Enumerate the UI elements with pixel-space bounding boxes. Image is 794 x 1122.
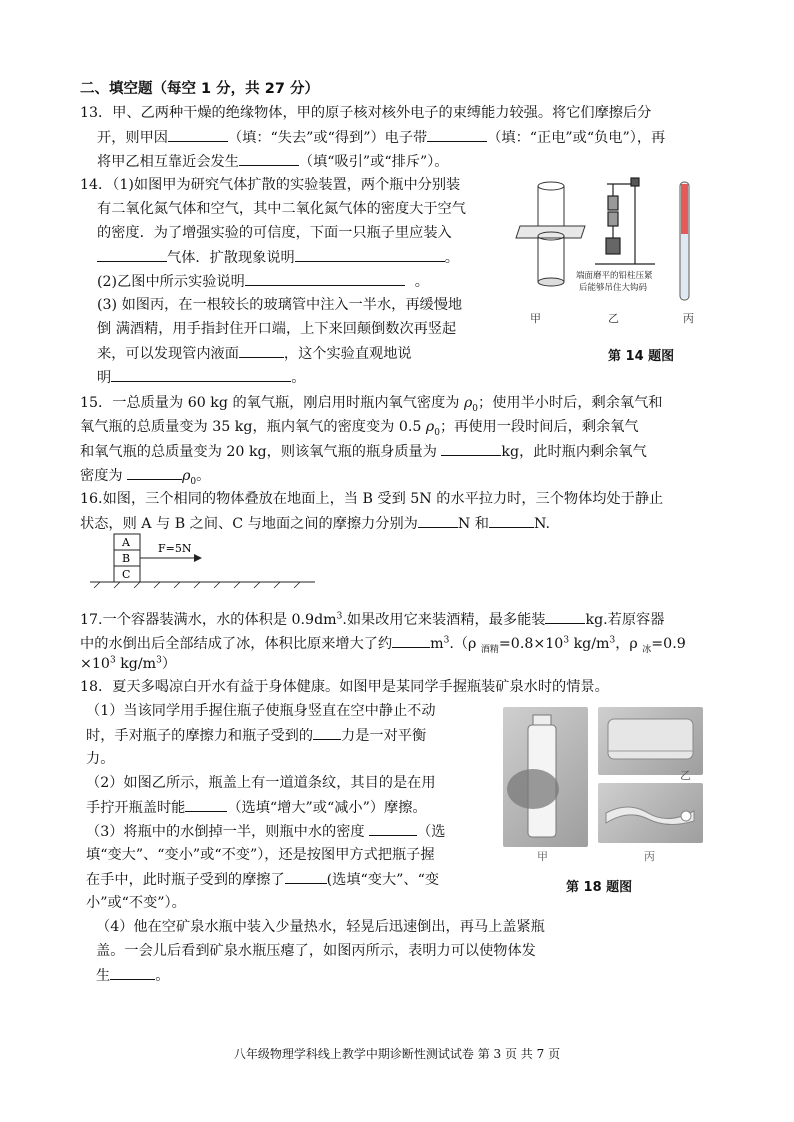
- q18-line-7: （3）将瓶中的水倒掉一半，则瓶中水的密度 （选: [86, 824, 446, 840]
- bottle-cap-icon: [598, 707, 703, 775]
- q18-line-12: 盖。一会儿后看到矿泉水瓶压瘪了，如图丙所示，表明力可以使物体发: [96, 943, 536, 959]
- q14-line-9: 明 。: [97, 370, 306, 386]
- section-title: 二、填空题（每空 1 分，共 27 分）: [80, 81, 319, 97]
- answer-blank[interactable]: [97, 248, 167, 262]
- lead-cylinder-stand-diagram: [595, 178, 655, 264]
- q18-line-4: 力。: [86, 751, 115, 767]
- q14-line-1: 14．（1)如图甲为研究气体扩散的实验装置，两个瓶中分别装: [80, 177, 461, 193]
- q14-line-2: 有二氧化氮气体和空气，其中二氧化氮气体的密度大于空气: [97, 201, 466, 217]
- answer-blank[interactable]: [392, 634, 430, 648]
- q18-line-13: 生 。: [96, 968, 170, 984]
- answer-blank[interactable]: [239, 152, 299, 166]
- q14-line-7: 倒 满酒精，用手指封住开口端，上下来回颠倒数次再竖起: [97, 321, 457, 337]
- bottle-icon: [503, 707, 588, 847]
- q14-line-6: (3) 如图丙，在一根较长的玻璃管中注入一半水，再缓慢地: [97, 297, 463, 313]
- q17-line-2: 中的水倒出后全部结成了冰，体积比原来增大了约 $m^3.(\rho$ $_{酒精}=0.8\times 10^3$ $kg/m^3$，ρ $_冰$=0.9: [80, 635, 686, 655]
- q18-line-10: 小”或“不变”）。: [86, 895, 186, 911]
- q16-line-1: 16.如图，三个相同的物体叠放在地面上，当 B 受到 5N 的水平拉力时，三个物体均处于静止: [80, 491, 664, 507]
- q13-line-1: 13．甲、乙两种干燥的绝缘物体，甲的原子核对核外电子的束缚能力较强。将它们摩擦后分: [80, 105, 652, 121]
- hand-holding-bottle-image: [503, 707, 588, 847]
- answer-blank[interactable]: [245, 272, 405, 286]
- fig-label-bing: 丙: [683, 312, 694, 325]
- q17-line-3: $\times 10^3$ $kg/m^3$）: [80, 655, 177, 672]
- answer-blank[interactable]: [127, 466, 182, 480]
- answer-blank[interactable]: [313, 726, 341, 740]
- figure-note-2: 后能够吊住大钩码: [579, 283, 648, 293]
- q14-line-8: 来，可以发现管内液面 ，这个实验直观地说: [97, 346, 412, 362]
- block-b-label: B: [122, 552, 131, 565]
- q18-line-11: （4）他在空矿泉水瓶中装入少量热水，轻晃后迅速倒出，再马上盖紧瓶: [96, 919, 545, 935]
- q15-line-3: 和氧气瓶的总质量变为 20 kg，则该氧气瓶的瓶身质量为 kg，此时瓶内剩余氧气: [80, 444, 647, 460]
- fig18-label-bing: 丙: [644, 850, 655, 863]
- q18-line-1: 18．夏天多喝凉白开水有益于身体健康。如图甲是某同学手握瓶装矿泉水时的情景。: [80, 679, 609, 695]
- block-a-label: A: [122, 536, 130, 549]
- q16-line-2: 状态，则 A 与 B 之间、C 与地面之间的摩擦力分别为 N 和 N.: [80, 516, 550, 532]
- answer-blank[interactable]: [111, 368, 291, 382]
- q17-line-1: 17.一个容器装满水，水的体积是 $0.9dm^3$.如果改用它来装酒精，最多能装 kg.若原容器: [80, 611, 665, 628]
- q18-line-8: 填“变大”、“变小”或“不变”），还是按图甲方式把瓶子握: [86, 847, 435, 863]
- answer-blank[interactable]: [427, 128, 487, 142]
- q15-line-4: 密度为 $\rho_0$。: [80, 468, 211, 487]
- q14-line-4: 气体．扩散现象说明 。: [97, 248, 459, 267]
- glass-tube-diagram: [680, 182, 689, 300]
- answer-blank[interactable]: [285, 870, 327, 884]
- answer-blank[interactable]: [545, 610, 585, 624]
- q18-line-6: 手拧开瓶盖时能 （选填“增大”或“减小”）摩擦。: [86, 800, 427, 816]
- crushed-bottle-image: [598, 783, 703, 843]
- gas-jars-diagram: [516, 182, 585, 286]
- block-c-label: C: [122, 568, 131, 581]
- page-footer: 八年级物理学科线上教学中期诊断性测试试卷 第 3 页 共 7 页: [233, 1047, 561, 1061]
- q14-line-3: 的密度．为了增强实验的可信度，下面一只瓶子里应装入: [97, 225, 452, 241]
- fig18-label-jia: 甲: [537, 850, 548, 863]
- q18-line-2: （1）当该同学用手握住瓶子使瓶身竖直在空中静止不动: [86, 703, 436, 719]
- fig18-label-yi: 乙: [680, 769, 691, 782]
- answer-blank[interactable]: [441, 442, 501, 456]
- force-label: F=5N: [158, 542, 192, 555]
- q15-line-1: 15．一总质量为 60 kg 的氧气瓶，刚启用时瓶内氧气密度为 $\rho_0$；使用半小时后，剩余氧气和: [80, 395, 663, 414]
- fig-14-caption: 第 14 题图: [608, 349, 675, 364]
- answer-blank[interactable]: [418, 514, 458, 528]
- q18-line-3: 时，手对瓶子的摩擦力和瓶子受到的 力是一对平衡: [86, 728, 427, 744]
- q14-figure: [515, 172, 715, 332]
- q13-line-2: 开，则甲因 （填：“失去”或“得到”）电子带 （填：“正电”或“负电”），再: [97, 130, 666, 146]
- answer-blank[interactable]: [489, 514, 534, 528]
- bottle-cap-image: [598, 707, 703, 775]
- answer-blank[interactable]: [369, 822, 417, 836]
- q18-line-9: 在手中，此时瓶子受到的摩擦了 (选填“变大”、“变: [86, 872, 440, 888]
- fig-label-yi: 乙: [608, 312, 619, 325]
- crushed-bottle-icon: [598, 783, 703, 843]
- q15-line-2: 氧气瓶的总质量变为 35 kg，瓶内氧气的密度变为 0.5 $\rho_0$；再使用一段时间后，剩余氧气: [80, 419, 639, 438]
- fig-18-caption: 第 18 题图: [566, 880, 633, 895]
- fig-label-jia: 甲: [530, 312, 541, 325]
- answer-blank[interactable]: [239, 344, 284, 358]
- answer-blank[interactable]: [185, 798, 227, 812]
- answer-blank[interactable]: [295, 248, 445, 262]
- q16-block-figure: [90, 530, 320, 590]
- q13-line-3: 将甲乙相互靠近会发生 （填“吸引”或“排斥”）。: [97, 154, 449, 170]
- figure-note-1: 端面磨平的铅柱压紧: [576, 271, 653, 281]
- q18-line-5: （2）如图乙所示，瓶盖上有一道道条纹，其目的是在用: [86, 775, 436, 791]
- q14-line-5: (2)乙图中所示实验说明 。: [97, 274, 429, 290]
- answer-blank[interactable]: [168, 128, 228, 142]
- answer-blank[interactable]: [110, 966, 155, 980]
